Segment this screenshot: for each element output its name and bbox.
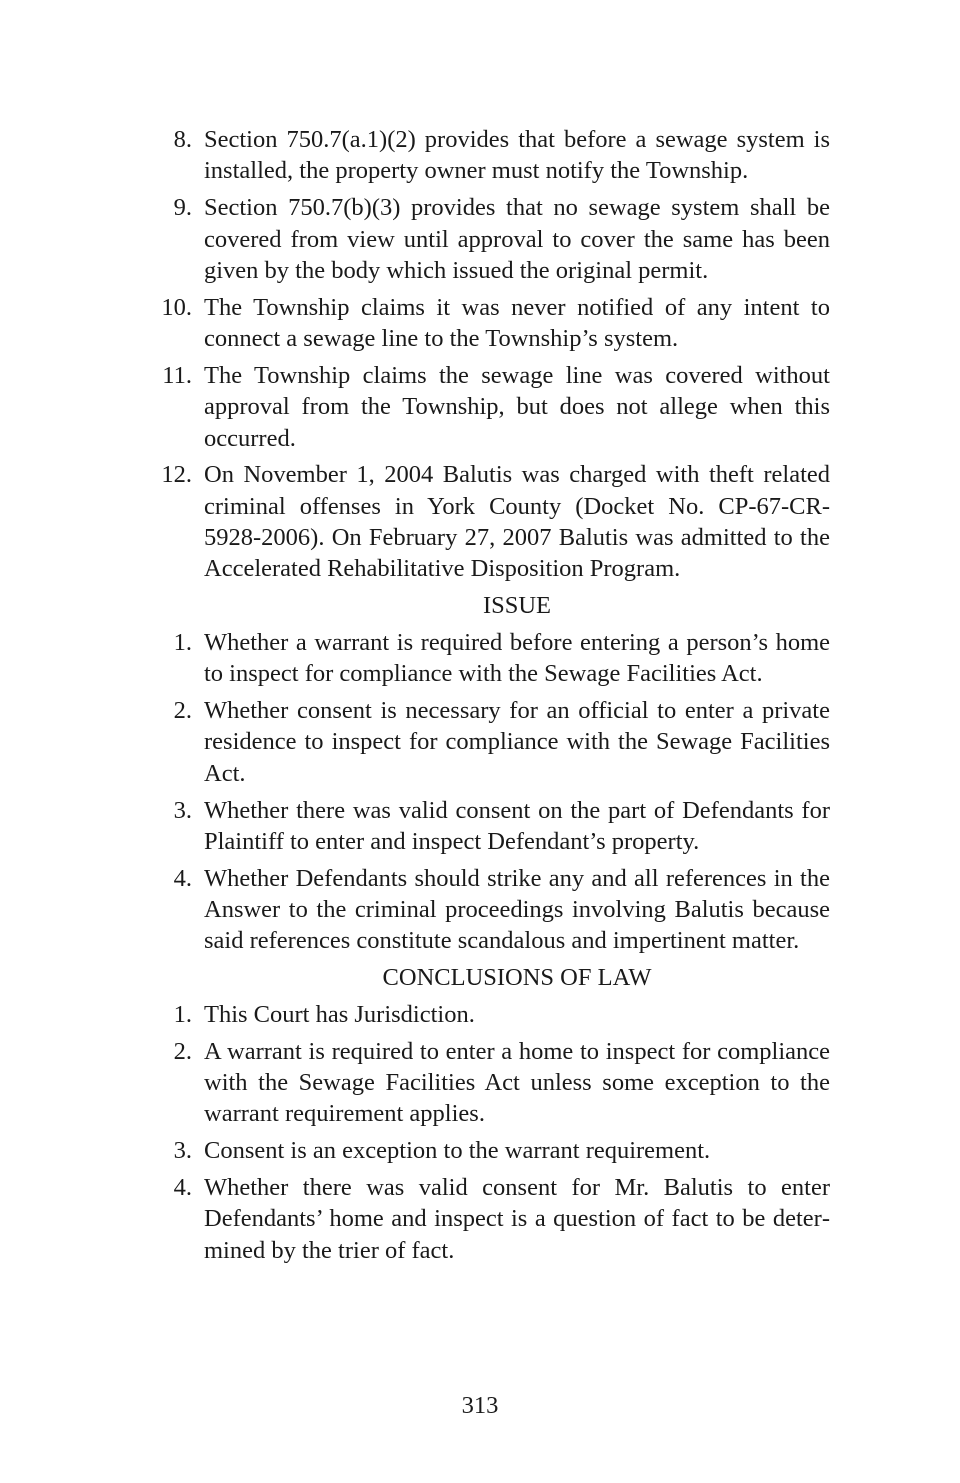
fact-item-8 (156, 124, 830, 187)
list-text: Section 750.7(a.1)(2) provides that before a sewage system is installed, the property owner must notify the Township. (204, 126, 830, 185)
list-number: 12. (161, 461, 192, 489)
issue-item-1 (156, 627, 830, 690)
list-text: Section 750.7(b)(3) provides that no sewage system shall be covered from view until approval to cover the same has been given by the body which issued the original permit. (204, 194, 830, 284)
page-number: 313 (461, 1392, 499, 1419)
list-number: 2. (173, 1037, 192, 1065)
issue-item-4 (156, 863, 830, 957)
fact-item-11 (156, 360, 830, 454)
list-text: Whether consent is necessary for an official to enter a private residence to inspect for compliance with the Sewage Facilities Act. (204, 696, 830, 787)
fact-item-9 (156, 192, 830, 286)
page-content (156, 124, 830, 1271)
conclusion-item-4 (156, 1172, 830, 1266)
fact-item-12 (156, 459, 830, 585)
list-text: On November 1, 2004 Balutis was charged with theft related criminal offenses in York County (Docket No. CP-67-CR-5928-2006). On February 27, 2007 Balutis was admitted to the Accelerated Rehabilitative Disposition Program. (204, 461, 830, 583)
fact-item-10 (156, 292, 830, 355)
conclusion-item-3 (156, 1135, 830, 1166)
list-text: Whether there was valid consent on the part of Defendants for Plaintiff to enter and inspect Defendant’s property. (204, 796, 830, 855)
list-text: The Township claims the sewage line was covered without approval from the Township, but does not allege when this occurred. (204, 361, 830, 452)
list-text: Consent is an exception to the warrant requirement. (204, 1137, 711, 1165)
issue-item-2 (156, 695, 830, 789)
conclusion-item-1 (156, 999, 830, 1030)
list-number: 8. (173, 126, 192, 153)
issue-item-3 (156, 795, 830, 858)
list-text: A warrant is required to enter a home to inspect for compliance with the Sewage Facilities Act unless some exception to the warrant requirement applies. (204, 1037, 830, 1128)
list-number: 4. (173, 864, 192, 892)
list-number: 10. (161, 293, 192, 321)
list-text: The Township claims it was never notified of any intent to connect a sewage line to the Township’s system. (204, 293, 830, 353)
conclusion-item-2 (156, 1036, 830, 1130)
list-number: 3. (173, 796, 192, 824)
list-number: 4. (173, 1173, 192, 1201)
list-text: Whether Defendants should strike any and all references in the Answer to the criminal proceedings involving Balutis because said references constitute scandalous and impertinent matter. (204, 864, 830, 955)
list-text: This Court has Jurisdiction. (204, 1000, 475, 1028)
list-text: Whether a warrant is required before entering a person’s home to inspect for compliance with the Sewage Facilities Act. (204, 628, 830, 688)
list-number: 9. (173, 194, 192, 222)
list-number: 3. (173, 1137, 192, 1165)
list-number: 1. (173, 628, 192, 656)
list-text: Whether there was valid consent for Mr. Balutis to enter Defendants’ home and inspect is a question of fact to be determined by the trier of fact. (204, 1173, 830, 1264)
list-number: 2. (173, 696, 192, 724)
list-number: 1. (173, 1000, 192, 1028)
issue-heading: ISSUE (482, 592, 552, 620)
list-number: 11. (162, 361, 192, 389)
conclusions-heading: CONCLUSIONS OF LAW (382, 964, 652, 992)
